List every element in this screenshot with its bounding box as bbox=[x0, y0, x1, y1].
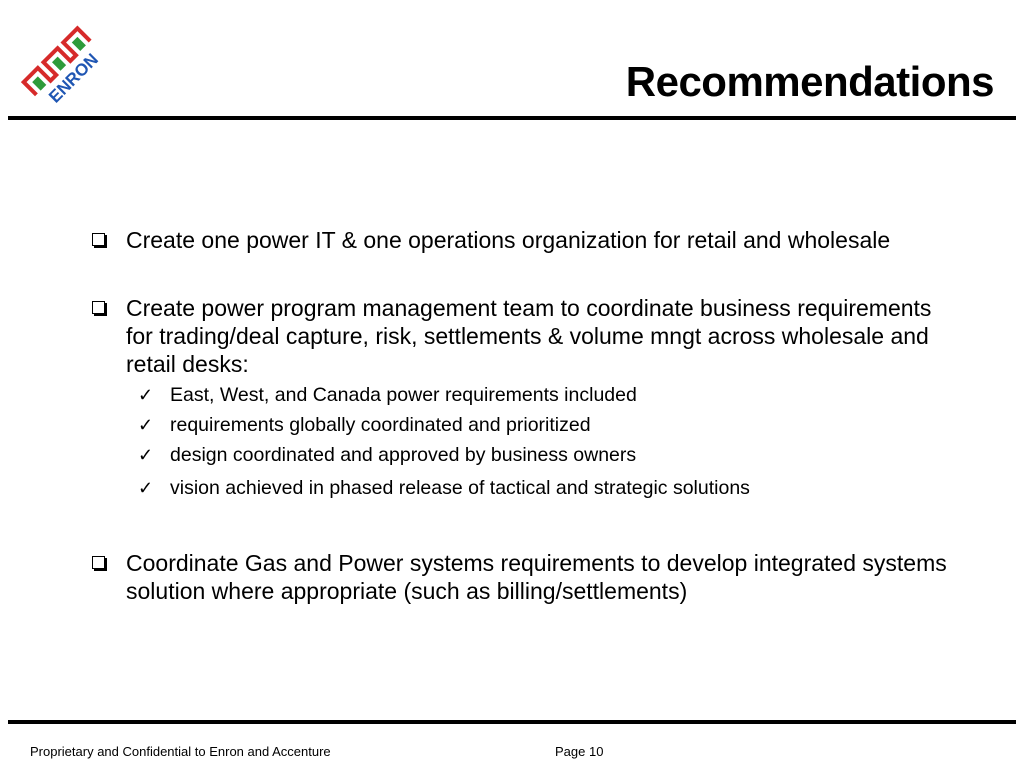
bullet-list bbox=[88, 226, 948, 605]
square-bullet-icon bbox=[92, 301, 105, 314]
footer-divider bbox=[8, 720, 1016, 724]
bullet-text: Create power program management team to coordinate business requirements for trading/deal capture, risk, settlements & volume mngt across wholesale and retail desks: bbox=[126, 295, 932, 377]
checkmark-icon: ✓ bbox=[138, 415, 154, 435]
page-number: Page 10 bbox=[555, 744, 604, 759]
checkmark-icon: ✓ bbox=[138, 478, 154, 498]
sub-bullet-text: requirements globally coordinated and prioritized bbox=[170, 414, 591, 436]
sub-bullet-text: design coordinated and approved by business owners bbox=[170, 444, 637, 466]
enron-logo bbox=[8, 8, 120, 118]
confidential-notice: Proprietary and Confidential to Enron and Accenture bbox=[30, 744, 331, 759]
sub-bullet-item bbox=[138, 410, 948, 440]
bullet-item bbox=[88, 294, 948, 378]
bullet-text: Create one power IT & one operations organization for retail and wholesale bbox=[126, 227, 891, 253]
bullet-text: Coordinate Gas and Power systems requirements to develop integrated systems solution where appropriate (such as billing/settlements) bbox=[126, 550, 947, 604]
page-title: Recommendations bbox=[625, 58, 994, 105]
bullet-item bbox=[88, 549, 948, 605]
checkmark-icon: ✓ bbox=[138, 385, 154, 405]
sub-bullet-item bbox=[138, 380, 948, 410]
logo-text: ENRON bbox=[45, 49, 102, 107]
checkmark-icon: ✓ bbox=[138, 445, 154, 465]
square-bullet-icon bbox=[92, 233, 105, 246]
sub-bullet-text: East, West, and Canada power requirements included bbox=[170, 384, 637, 406]
sub-bullet-item bbox=[138, 473, 948, 503]
bullet-item bbox=[88, 226, 948, 254]
sub-bullet-list bbox=[138, 380, 948, 503]
title-divider bbox=[8, 116, 1016, 120]
sub-bullet-text: vision achieved in phased release of tactical and strategic solutions bbox=[170, 477, 750, 499]
square-bullet-icon bbox=[92, 556, 105, 569]
sub-bullet-item bbox=[138, 440, 948, 470]
